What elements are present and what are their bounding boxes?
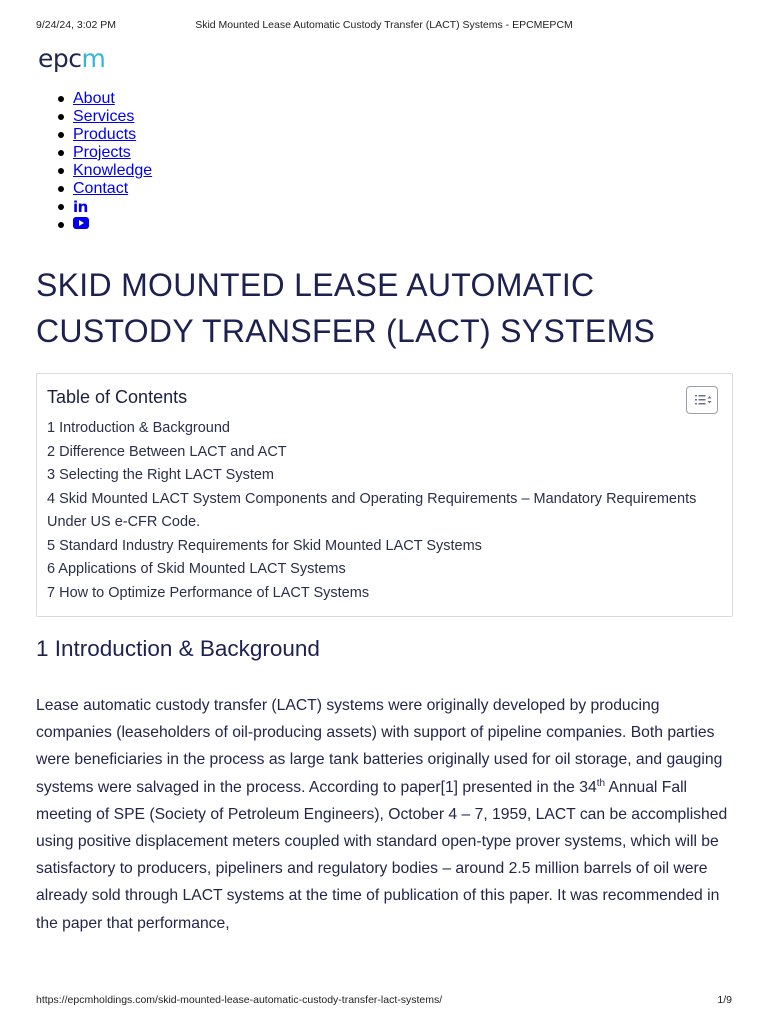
print-header	[36, 19, 732, 33]
toc-heading: Table of Contents	[47, 387, 188, 407]
nav-item-contact	[56, 180, 152, 198]
print-url: https://epcmholdings.com/skid-mounted-lease-automatic-custody-transfer-lact-systems/	[36, 994, 443, 1006]
nav-item-services	[56, 108, 152, 126]
nav-item-knowledge	[56, 162, 152, 180]
main-nav	[56, 90, 152, 234]
toc-item[interactable]: 4 Skid Mounted LACT System Components and Operating Requirements – Mandatory Requirements Under US e-CFR Code.	[47, 490, 697, 530]
youtube-icon-graphic	[73, 217, 89, 229]
logo-text-accent: m	[81, 44, 106, 73]
epcm-logo[interactable]	[38, 44, 105, 73]
print-footer	[36, 994, 732, 1008]
print-datetime: 9/24/24, 3:02 PM	[36, 19, 116, 31]
nav-item-linkedin	[56, 198, 152, 216]
nav-item-youtube	[56, 216, 152, 234]
nav-item-products	[56, 126, 152, 144]
nav-link-projects[interactable]: Projects	[73, 144, 131, 161]
list-toggle-icon[interactable]	[686, 386, 718, 414]
youtube-icon[interactable]	[73, 216, 89, 234]
print-page-title: Skid Mounted Lease Automatic Custody Transfer (LACT) Systems - EPCMEPCM	[195, 19, 573, 31]
section-heading: 1 Introduction & Background	[36, 636, 320, 661]
toc-item[interactable]: 6 Applications of Skid Mounted LACT Systems	[47, 561, 346, 577]
paragraph-text-part2: Annual Fall meeting of SPE (Society of Petroleum Engineers), October 4 – 7, 1959, LACT can be accomplished using positive displacement meters coupled with standard open-type prover systems, which will be satisfactory to producers, pipeliners and regulatory bodies – around 2.5 million barrels of oil were already sold through LACT systems at the time of publication of this paper. It was recommended in the paper that performance,	[36, 778, 728, 932]
nav-link-products[interactable]: Products	[73, 126, 137, 143]
body-paragraph	[36, 692, 736, 937]
linkedin-icon-text: in	[73, 198, 88, 216]
toc-item[interactable]: 2 Difference Between LACT and ACT	[47, 443, 287, 460]
toc-list	[47, 417, 707, 605]
nav-item-projects	[56, 144, 152, 162]
nav-link-about[interactable]: About	[73, 90, 115, 107]
toc-item[interactable]: 3 Selecting the Right LACT System	[47, 467, 275, 483]
nav-item-about	[56, 90, 152, 108]
print-page-number: 1/9	[717, 994, 732, 1006]
paragraph-text-part1: Lease automatic custody transfer (LACT) systems were originally developed by producing companies (leaseholders of oil-producing assets) with support of pipeline companies. Both parties were beneficiaries in the process as large tank batteries originally used for oil storage, and gauging systems were salvaged in the process. According to paper[1] presented in the 34	[36, 697, 723, 796]
nav-link-services[interactable]: Services	[73, 108, 135, 125]
toc-toggle-graphic	[687, 387, 717, 413]
toc-item[interactable]: 1 Introduction & Background	[47, 420, 230, 436]
nav-link-contact[interactable]: Contact	[73, 180, 129, 197]
ordinal-superscript: th	[596, 777, 606, 789]
page-title: SKID MOUNTED LEASE AUTOMATIC CUSTODY TRANSFER (LACT) SYSTEMS	[36, 267, 656, 349]
toc-item[interactable]: 7 How to Optimize Performance of LACT Systems	[47, 584, 370, 601]
logo-text: epc	[38, 44, 82, 73]
linkedin-icon[interactable]	[73, 198, 88, 217]
toc-item[interactable]: 5 Standard Industry Requirements for Skid Mounted LACT Systems	[47, 537, 482, 554]
table-of-contents	[36, 373, 733, 617]
nav-link-knowledge[interactable]: Knowledge	[73, 162, 153, 179]
